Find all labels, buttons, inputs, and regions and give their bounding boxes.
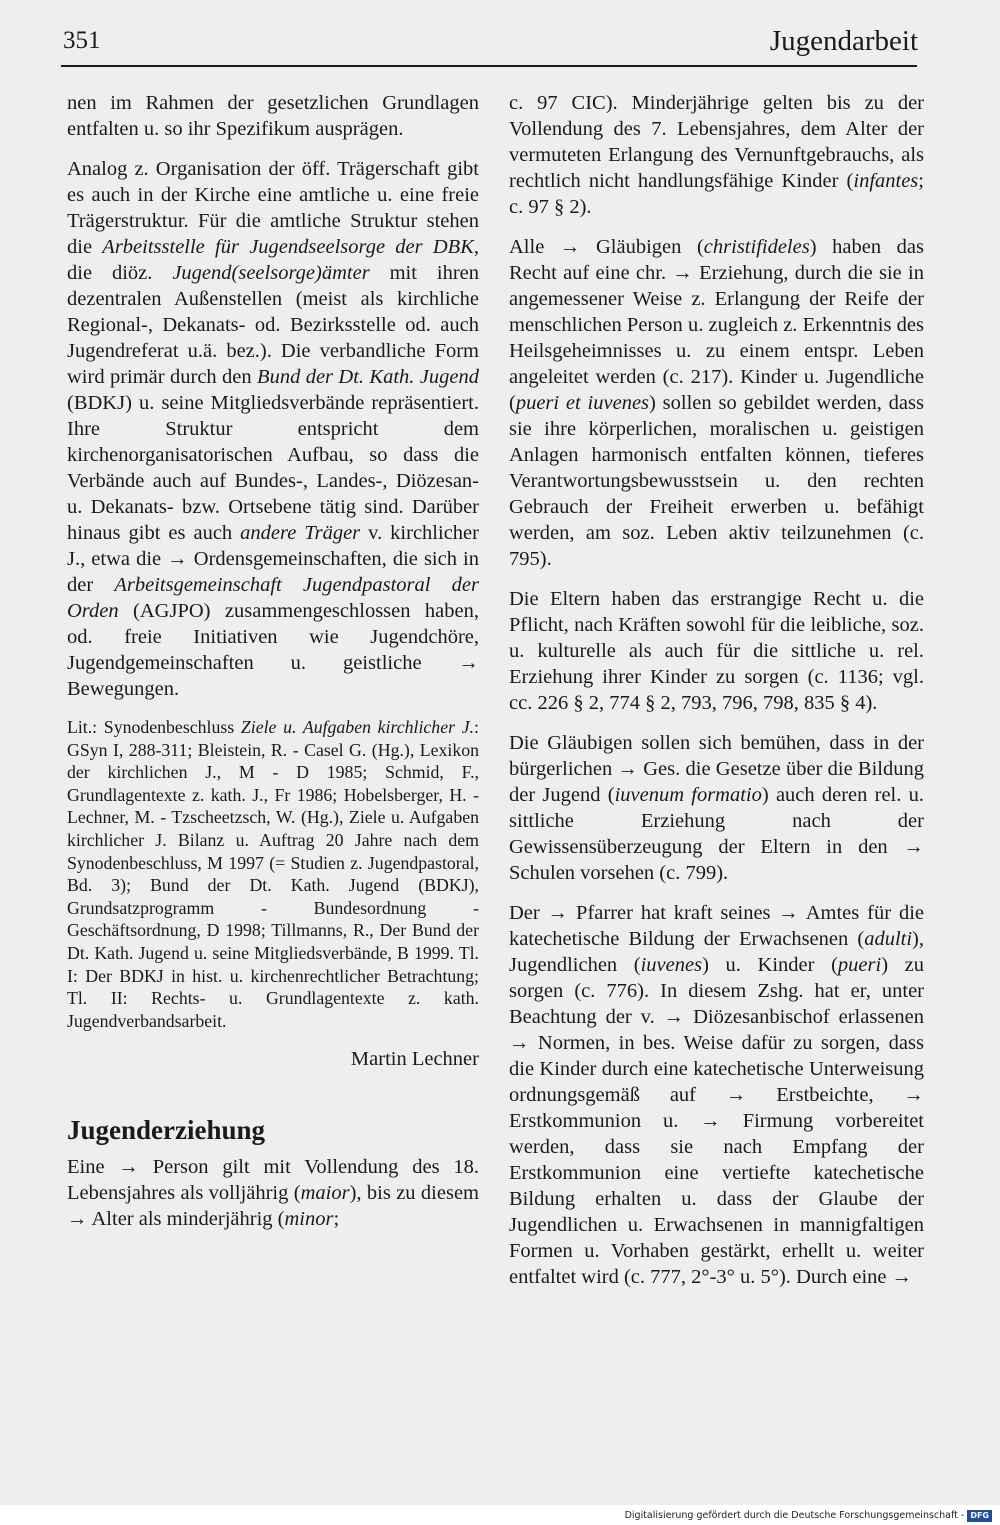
paragraph: c. 97 CIC). Minderjährige gelten bis zu der Vollendung des 7. Lebensjahres, dem Alter der vermuteten Erlangung des Vernunftgebrauchs, als rechtlich nicht handlungsfähige Kinder (infantes; c. 97 § 2). bbox=[509, 92, 924, 218]
paragraph: Analog z. Organisation der öff. Trägerschaft gibt es auch in der Kirche eine amtliche u. eine freie Trägerstruktur. Für die amtliche Struktur stehen die Arbeitsstelle für Jugendseelsorge der DBK, die diöz. Jugend(seelsorge)ämter mit ihren dezentralen Außenstellen (meist als kirchliche Regional-, Dekanats- od. Bezirksstelle od. auch Jugendreferat u.ä. bez.). Die verbandliche Form wird primär durch den Bund der Dt. Kath. Jugend (BDKJ) u. seine Mitgliedsverbände repräsentiert. Ihre Struktur entspricht dem kirchenorganisatorischen Aufbau, so dass die Verbände auch auf Bundes-, Landes-, Diözesan- u. Dekanats- bzw. Ortsebene tätig sind. Darüber hinaus gibt es auch andere Träger v. kirchlicher J., etwa die → Ordensgemeinschaften, die sich in der Arbeitsgemeinschaft Jugendpastoral der Orden (AGJPO) zusammengeschlossen haben, od. freie Initiativen wie Jugendchöre, Jugendgemeinschaften u. geistliche → Bewegungen. bbox=[67, 158, 480, 700]
paragraph: Eine → Person gilt mit Vollendung des 18. Lebensjahres als volljährig (maior), bis zu diesem → Alter als minderjährig (minor; bbox=[67, 1156, 480, 1231]
running-head: Jugendarbeit bbox=[769, 25, 918, 57]
right-column bbox=[509, 90, 924, 1304]
footer-text: Digitalisierung gefördert durch die Deutsche Forschungsgemeinschaft - bbox=[624, 1510, 965, 1521]
entry-title: Jugenderziehung bbox=[67, 1115, 266, 1146]
dfg-logo: DFG bbox=[967, 1510, 992, 1522]
paragraph: Die Gläubigen sollen sich bemühen, dass in der bürgerlichen → Ges. die Gesetze über die Bildung der Jugend (iuvenum formatio) auch deren rel. u. sittliche Erziehung nach der Gewissensüberzeugung der Eltern in den → Schulen vorsehen (c. 799). bbox=[509, 732, 924, 884]
author-signature: Martin Lechner bbox=[350, 1048, 479, 1071]
paragraph: nen im Rahmen der gesetzlichen Grundlagen entfalten u. so ihr Spezifikum ausprägen. bbox=[67, 92, 479, 140]
paragraph: Die Eltern haben das erstrangige Recht u. die Pflicht, nach Kräften sowohl für die leibliche, soz. u. kulturelle als auch für die sittliche u. rel. Erziehung ihrer Kinder zu sorgen (c. 1136; vgl. cc. 226 § 2, 774 § 2, 793, 796, 798, 835 § 4). bbox=[509, 588, 924, 714]
paragraph: Alle → Gläubigen (christifideles) haben das Recht auf eine chr. → Erziehung, durch die sie in angemessener Weise z. Erlangung der Reife der menschlichen Person u. zugleich z. Erkenntnis des Heilsgeheimnisses u. zu einem entspr. Leben angeleitet werden (c. 217). Kinder u. Jugendliche (pueri et iuvenes) sollen so gebildet werden, dass sie ihre körperlichen, moralischen u. geistigen Anlagen harmonisch entfalten können, tieferes Verantwortungsbewusstsein u. den rechten Gebrauch der Freiheit erwerben u. befähigt werden, am soz. Leben aktiv teilzunehmen (c. 795). bbox=[509, 236, 924, 570]
left-column bbox=[67, 90, 479, 1246]
page-number: 351 bbox=[63, 27, 101, 54]
header-rule bbox=[61, 65, 917, 67]
literature-list: Lit.: Synodenbeschluss Ziele u. Aufgaben kirchlicher J.: GSyn I, 288-311; Bleistein, R. - Casel G. (Hg.), Lexikon der kirchlichen J., M - D 1985; Schmid, F., Grundlagentexte z. kath. J., Fr 1986; Hobelsberger, H. - Lechner, M. - Tzscheetzsch, W. (Hg.), Ziele u. Aufgaben kirchlicher J. Bilanz u. Auftrag 20 Jahre nach dem Synodenbeschluss, M 1997 (= Studien z. Jugendpastoral, Bd. 3); Bund der Dt. Kath. Jugend (BDKJ), Grundsatzprogramm - Bundesordnung - Geschäftsordnung, D 1998; Tillmanns, R., Der Bund der Dt. Kath. Jugend u. seine Mitgliedsverbände, B 1999. Tl. I: Der BDKJ in hist. u. kirchenrechtlicher Betrachtung; Tl. II: Rechts- u. Grundlagentexte z. kath. Jugendverbandsarbeit. bbox=[67, 717, 479, 1031]
digitization-footer bbox=[625, 1510, 992, 1522]
paragraph: Der → Pfarrer hat kraft seines → Amtes für die katechetische Bildung der Erwachsenen (adulti), Jugendlichen (iuvenes) u. Kinder (pueri) zu sorgen (c. 776). In diesem Zshg. hat er, unter Beachtung der v. → Diözesanbischof erlassenen → Normen, in bes. Weise dafür zu sorgen, dass die Kinder durch eine katechetische Unterweisung ordnungsgemäß auf → Erstbeichte, → Erstkommunion u. → Firmung vorbereitet werden, dass sie nach Empfang der Erstkommunion eine vertiefte katechetische Bildung erhalten u. dass der Glaube der Jugendlichen u. Erwachsenen in mannigfaltigen Formen u. Vorhaben gestärkt, erhellt u. weiter entfaltet wird (c. 777, 2°-3° u. 5°). Durch eine → bbox=[509, 902, 924, 1288]
